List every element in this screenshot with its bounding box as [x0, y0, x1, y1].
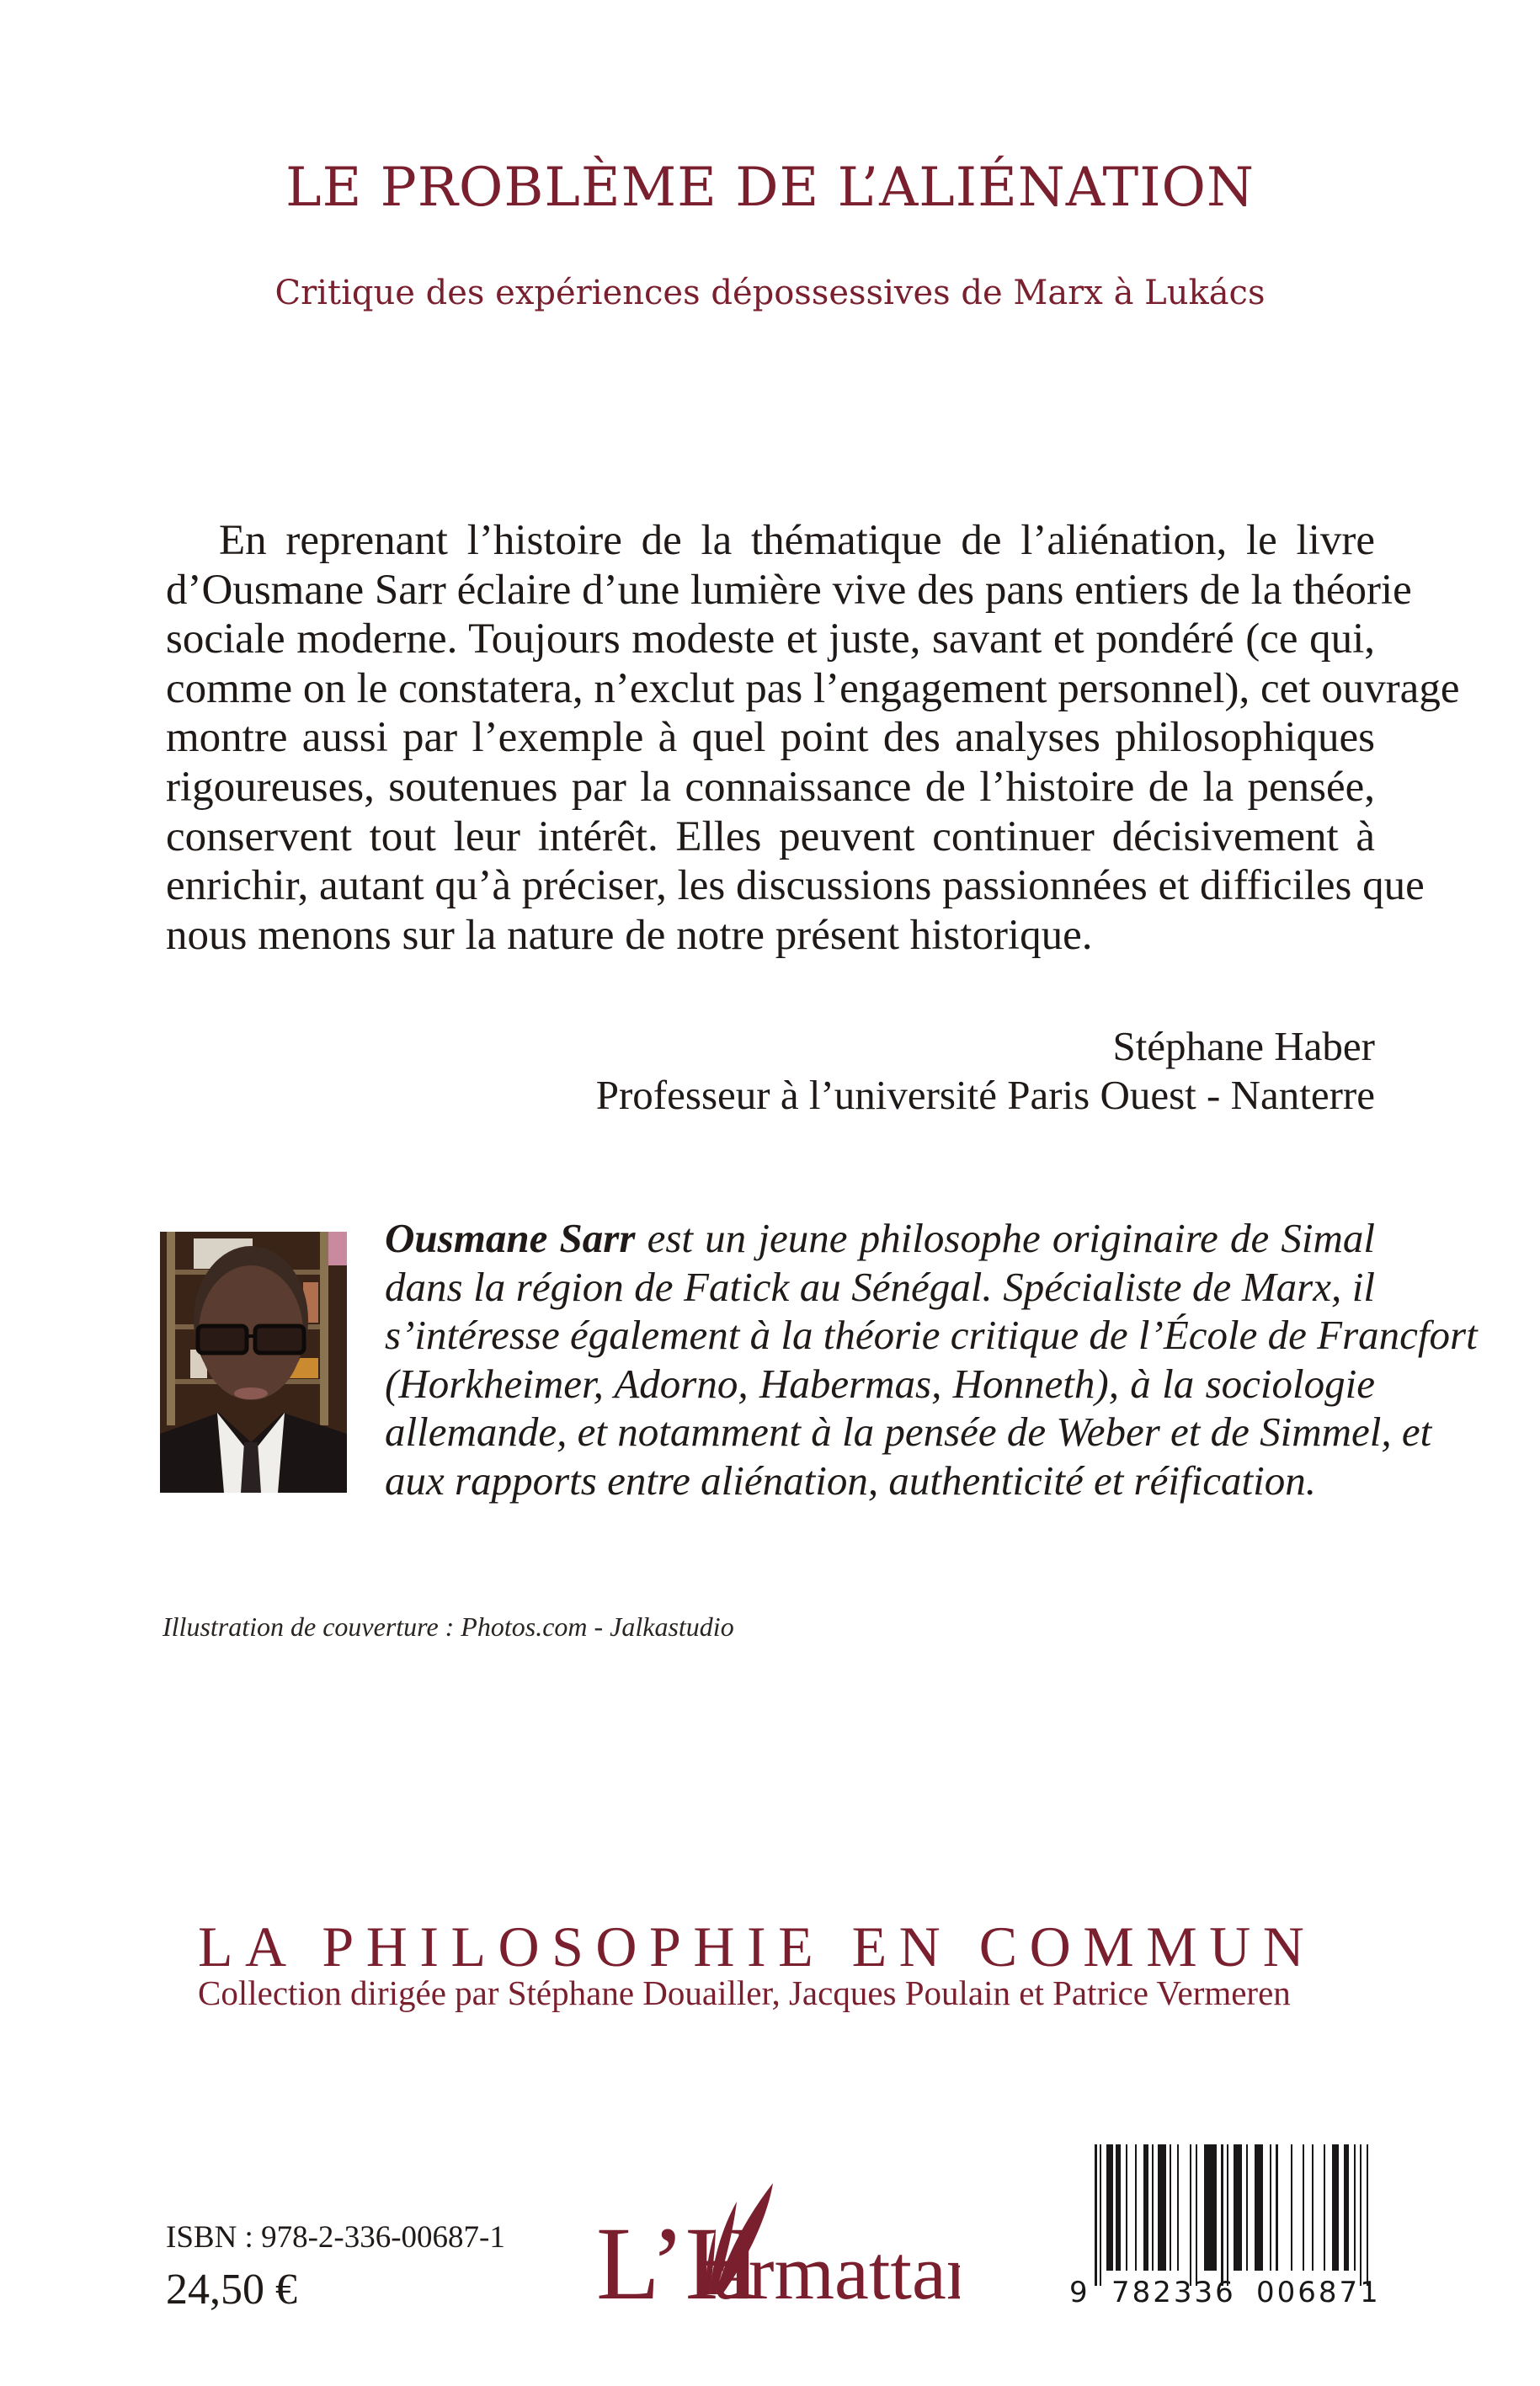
bio-line: aux rapports entre aliénation, authenticité et réification. [385, 1457, 1316, 1504]
blurb-line: d’Ousmane Sarr éclaire d’une lumière vive des pans entiers de la théorie [166, 566, 1412, 614]
collection-name: LA PHILOSOPHIE EN COMMUN [198, 1915, 1317, 1979]
blurb-line: conservent tout leur intérêt. Elles peuvent continuer décisivement à [166, 812, 1375, 860]
back-cover-blurb [166, 516, 1460, 960]
author-name: Ousmane Sarr [385, 1215, 636, 1261]
barcode-right-digits: 006871 [1256, 2276, 1381, 2309]
book-title: LE PROBLÈME DE L’ALIÉNATION [285, 157, 1255, 219]
blurb-line: montre aussi par l’exemple à quel point des analyses philosophiques [166, 714, 1375, 762]
blurb-line: enrichir, autant qu’à préciser, les discussions passionnées et difficiles que [166, 862, 1425, 910]
blurb-line: sociale moderne. Toujours modeste et juste, savant et pondéré (ce qui, [166, 615, 1375, 663]
barcode-left-digits: 782336 [1111, 2276, 1236, 2309]
publisher-logo [589, 2176, 960, 2319]
bio-line: (Horkheimer, Adorno, Habermas, Honneth), à la sociologie [385, 1360, 1375, 1407]
blurb-line: nous menons sur la nature de notre présent historique. [166, 911, 1093, 959]
isbn-barcode [1069, 2138, 1385, 2311]
bio-line: dans la région de Fatick au Sénégal. Spécialiste de Marx, il [385, 1263, 1375, 1310]
bio-line [385, 1214, 1375, 1263]
bio-line: allemande, et notamment à la pensée de Weber et de Simmel, et [385, 1409, 1432, 1456]
collection-directors: Collection dirigée par Stéphane Douailler, Jacques Poulain et Patrice Vermeren [198, 1973, 1291, 2012]
signature-name: Stéphane Haber [1112, 1023, 1375, 1069]
isbn: ISBN : 978-2-336-00687-1 [166, 2220, 505, 2255]
book-subtitle: Critique des expériences dépossessives de Marx à Lukács [274, 274, 1266, 312]
signature-affiliation: Professeur à l’université Paris Ouest - Nanterre [595, 1072, 1375, 1118]
price: 24,50 € [166, 2266, 297, 2314]
author-photo [160, 1232, 347, 1493]
illustration-credit: Illustration de couverture : Photos.com - Jalkastudio [163, 1611, 734, 1642]
blurb-line: En reprenant l’histoire de la thématique de l’aliénation, le livre [219, 517, 1375, 564]
logo-prefix: L’H [596, 2206, 761, 2319]
logo-suffix: armattan [714, 2229, 960, 2315]
barcode-first-digit: 9 [1069, 2276, 1088, 2309]
bio-line: s’intéresse également à la théorie critique de l’École de Francfort [385, 1312, 1478, 1359]
author-bio [385, 1214, 1478, 1505]
blurb-line: comme on le constatera, n’exclut pas l’engagement personnel), cet ouvrage [166, 664, 1460, 712]
bio-first-line-rest: est un jeune philosophe originaire de Simal [635, 1215, 1375, 1261]
blurb-line: rigoureuses, soutenues par la connaissance de l’histoire de la pensée, [166, 763, 1375, 811]
